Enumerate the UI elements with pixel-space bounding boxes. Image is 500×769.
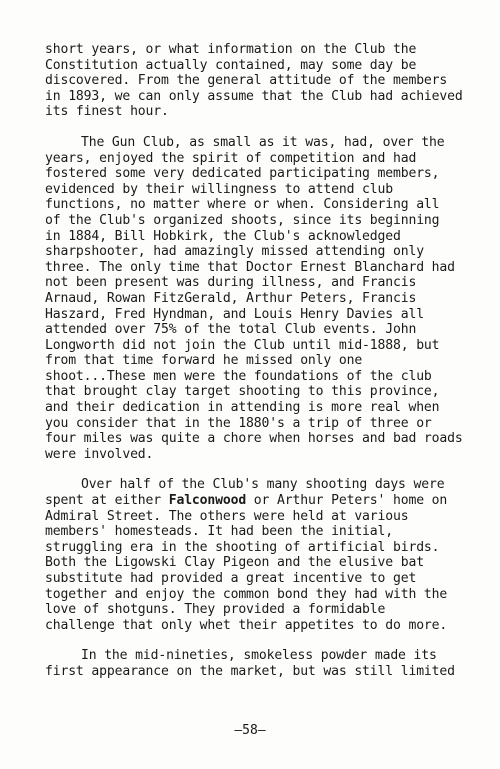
text-line: In the mid-nineties, smokeless powder made its bbox=[81, 648, 437, 664]
text-line: struggling era in the shooting of artificial birds. bbox=[45, 539, 440, 555]
bold-place-name: Falconwood bbox=[168, 493, 247, 509]
text-line: together and enjoy the common bond they had with the bbox=[45, 586, 448, 602]
text-line: discovered. From the general attitude of the members bbox=[45, 73, 448, 89]
text-line: attended over 75% of the total Club events. John bbox=[45, 322, 417, 338]
text-line: Constitution actually contained, may some day be bbox=[45, 57, 417, 73]
text-line: Haszard, Fred Hyndman, and Louis Henry Davies all bbox=[45, 306, 424, 322]
text-line: its finest hour. bbox=[45, 104, 169, 120]
text-line: in 1884, Bill Hobkirk, the Club's acknowledged bbox=[45, 228, 401, 244]
paragraph-3 bbox=[45, 477, 465, 633]
text-line: you consider that in the 1880's a trip of three or bbox=[45, 415, 432, 431]
text-line: Longworth did not join the Club until mid-1888, but bbox=[45, 337, 440, 353]
text-line: were involved. bbox=[45, 446, 154, 462]
text-line: challenge that only whet their appetites to do more. bbox=[45, 617, 448, 633]
text-line: substitute had provided a great incentive to get bbox=[45, 571, 417, 586]
text-line: years, enjoyed the spirit of competition and had bbox=[45, 150, 417, 166]
paragraph-2 bbox=[45, 135, 465, 462]
text-line-with-bold: spent at either Falconwood or Arthur Peters' home on bbox=[45, 493, 448, 509]
text-line: shoot...These men were the foundations of the club bbox=[45, 368, 432, 384]
text-line: love of shotguns. They provided a formidable bbox=[45, 602, 386, 618]
page-number: —58— bbox=[234, 723, 266, 738]
text-line: short years, or what information on the Club the bbox=[45, 42, 417, 57]
text-line: first appearance on the market, but was still limited bbox=[45, 663, 455, 679]
text-line: and their dedication in attending is more real when bbox=[45, 400, 440, 416]
text-line: that brought clay target shooting to this province, bbox=[45, 384, 440, 400]
text-line: The Gun Club, as small as it was, had, over the bbox=[81, 134, 445, 150]
text-line: members' homesteads. It had been the initial, bbox=[45, 524, 393, 540]
paragraph-4 bbox=[45, 648, 465, 679]
text-line: three. The only time that Doctor Ernest Blanchard had bbox=[45, 259, 455, 275]
body-text bbox=[45, 42, 465, 695]
text-line: not been present was during illness, and Francis bbox=[45, 275, 417, 291]
text-line: from that time forward he missed only one bbox=[45, 353, 363, 369]
text-line: functions, no matter where or when. Considering all bbox=[45, 197, 440, 213]
text-line: of the Club's organized shoots, since its beginning bbox=[45, 212, 440, 228]
text-line: Arnaud, Rowan FitzGerald, Arthur Peters, Francis bbox=[45, 290, 417, 306]
text-line: four miles was quite a chore when horses and bad roads bbox=[45, 431, 463, 447]
paragraph-1 bbox=[45, 42, 465, 120]
text-line: Over half of the Club's many shooting days were bbox=[81, 477, 445, 493]
text-line: in 1893, we can only assume that the Club had achieved bbox=[45, 88, 463, 104]
text-line: evidenced by their willingness to attend club bbox=[45, 181, 393, 197]
text-line: sharpshooter, had amazingly missed attending only bbox=[45, 244, 424, 260]
text-line: Admiral Street. The others were held at various bbox=[45, 508, 409, 524]
text-line: Both the Ligowski Clay Pigeon and the elusive bat bbox=[45, 555, 424, 571]
text-line: fostered some very dedicated participating members, bbox=[45, 166, 440, 182]
